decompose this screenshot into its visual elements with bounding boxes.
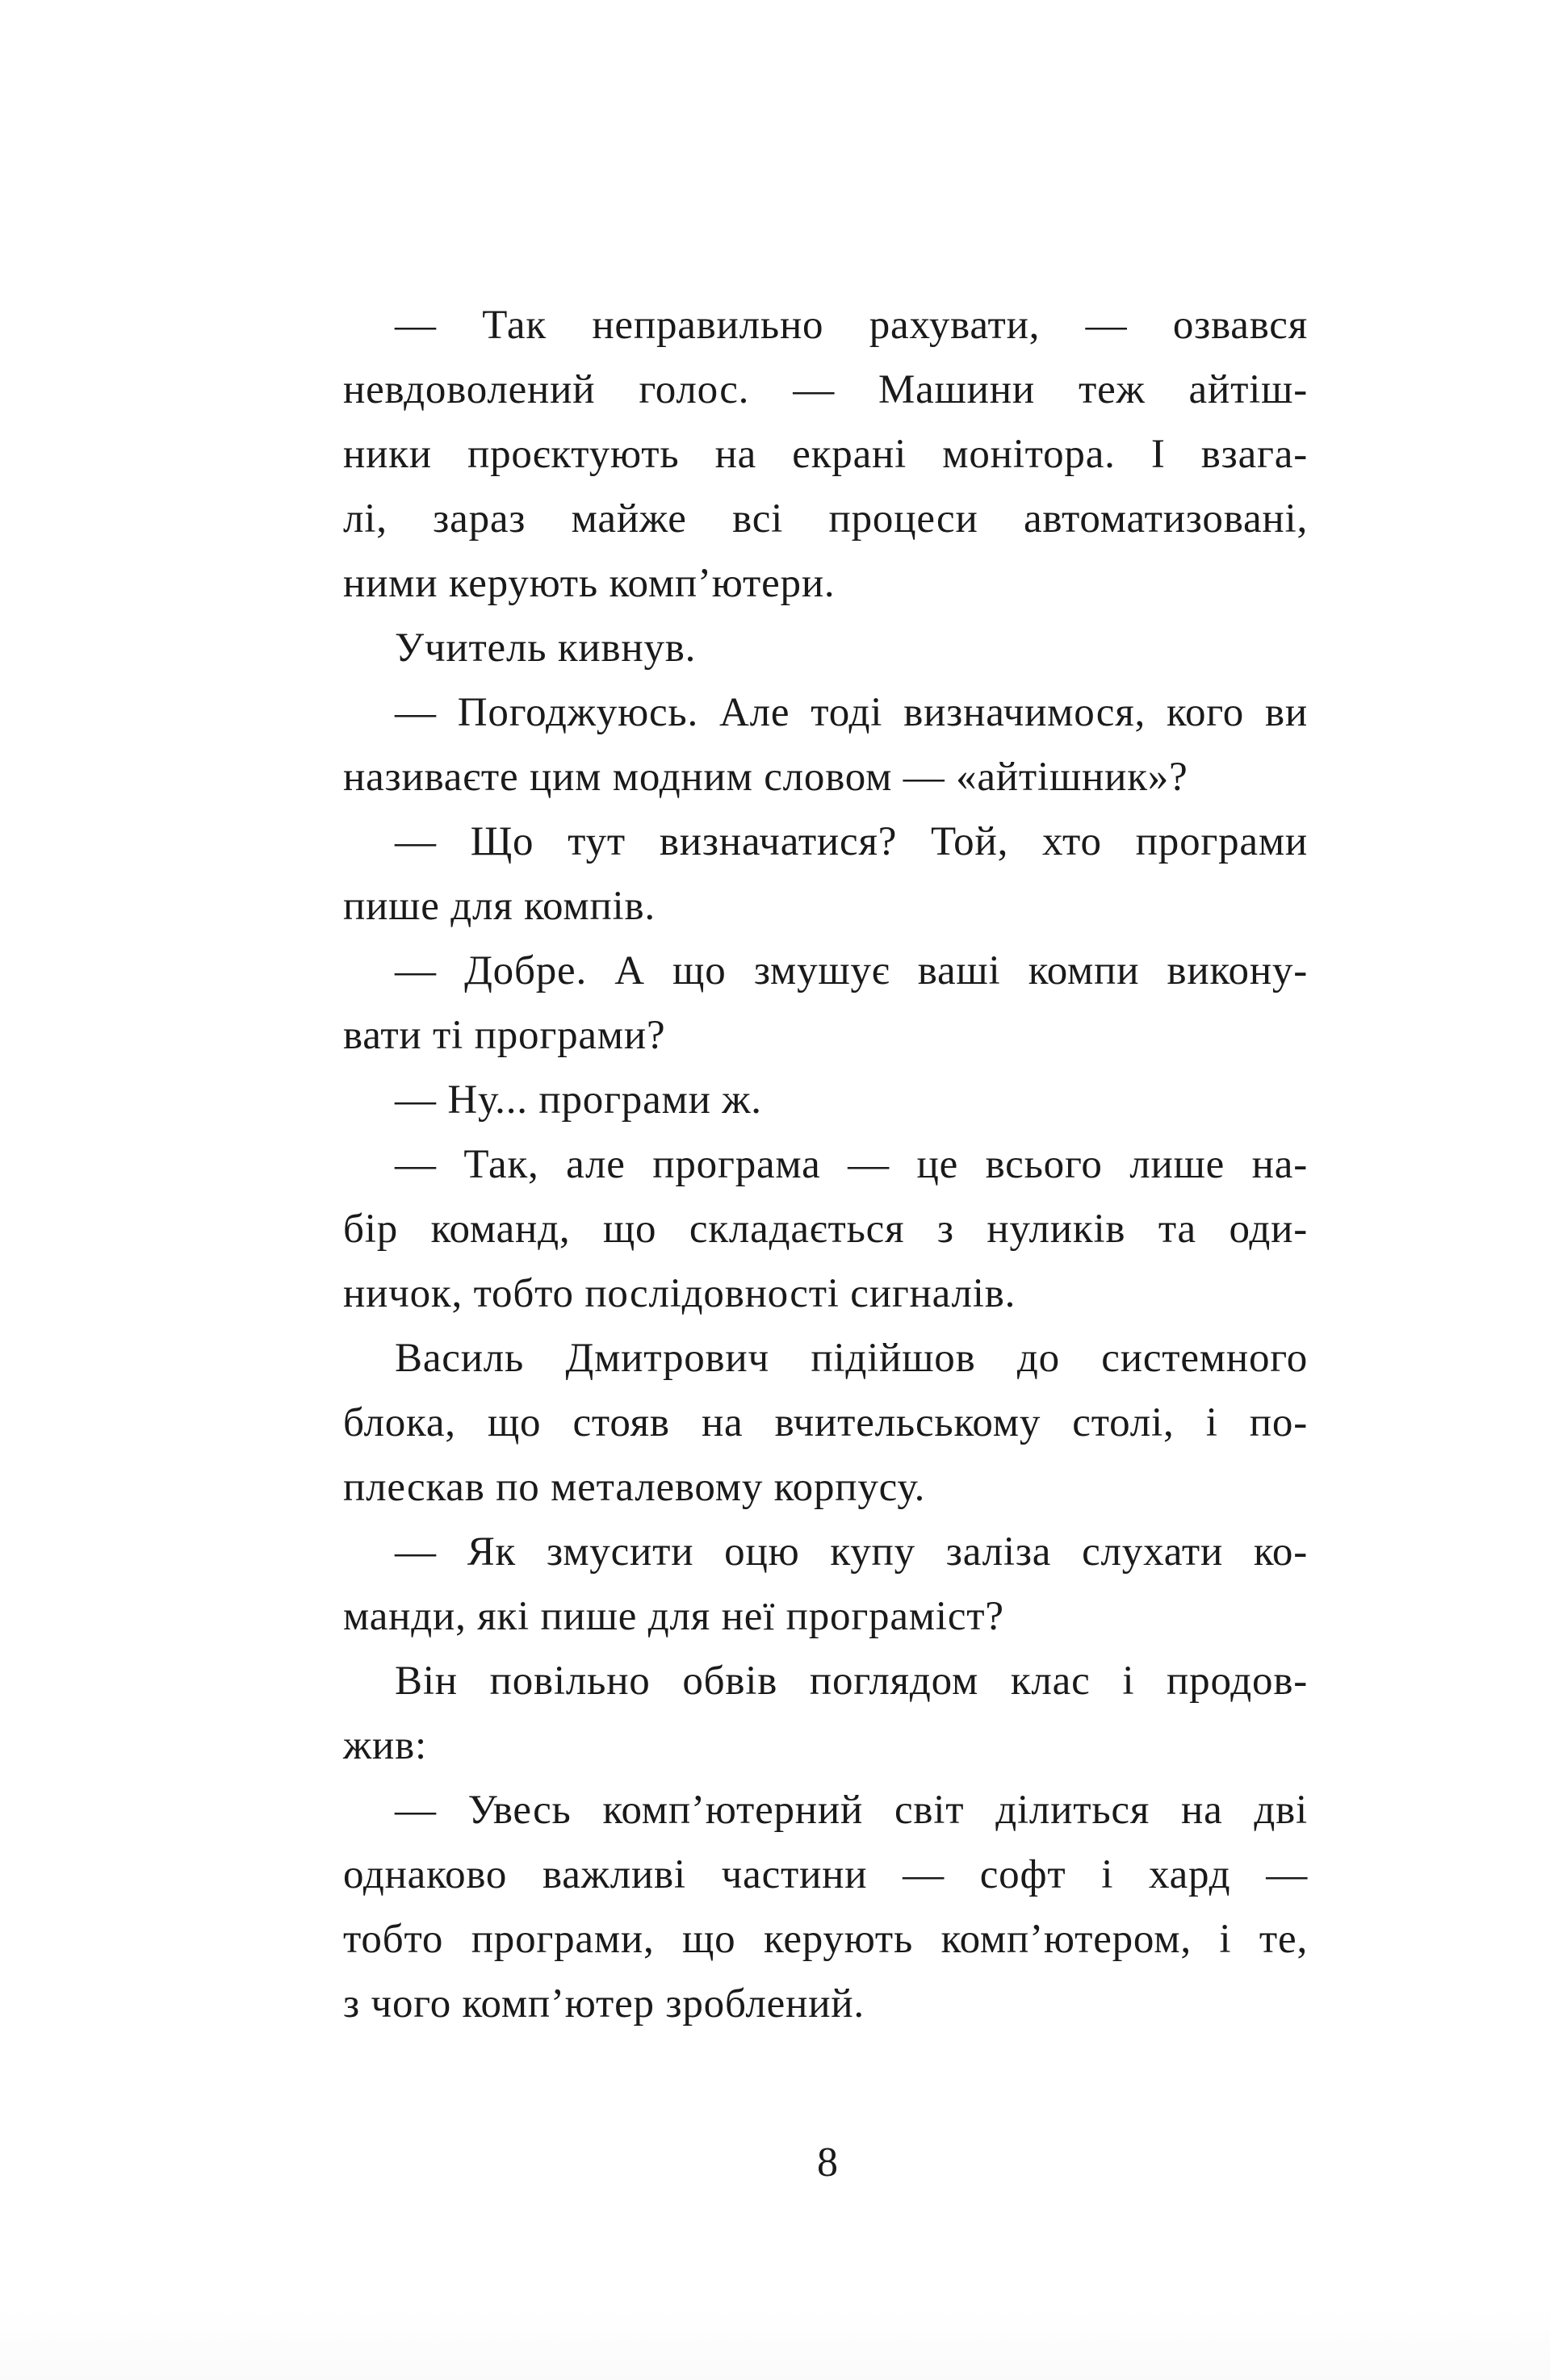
- paragraph: [343, 1068, 1308, 1132]
- text-line: невдоволений голос. — Машини теж айтіш-: [343, 367, 1308, 412]
- text-line: — Так, але програма — це всього лише на-: [395, 1142, 1308, 1187]
- page-number: 8: [817, 2139, 838, 2186]
- text-line: тобто програми, що керують комп’ютером, і те,: [343, 1917, 1308, 1962]
- paragraph: [343, 616, 1308, 680]
- text-line: — Як змусити оцю купу заліза слухати ко-: [395, 1529, 1308, 1575]
- text-line: однаково важливі частини — софт і хард —: [343, 1852, 1308, 1897]
- text-line: Учитель кивнув.: [395, 625, 697, 671]
- paragraph: [343, 1326, 1308, 1520]
- paragraph: [343, 939, 1308, 1068]
- text-line: бір команд, що складається з нуликів та оди-: [343, 1207, 1308, 1252]
- text-line: лі, зараз майже всі процеси автоматизовані,: [343, 496, 1308, 542]
- text-line: вати ті програми?: [343, 1013, 666, 1058]
- text-line: блока, що стояв на вчительському столі, і по-: [343, 1400, 1308, 1445]
- text-line: жив:: [343, 1723, 427, 1768]
- text-line: плескав по металевому корпусу.: [343, 1465, 926, 1510]
- paragraph: [343, 1649, 1308, 1778]
- text-line: ними керують комп’ютери.: [343, 561, 836, 606]
- paragraph: [343, 809, 1308, 939]
- paragraph: [343, 1132, 1308, 1326]
- text-line: Він повільно обвів поглядом клас і продов-: [395, 1658, 1308, 1704]
- text-line: — Так неправильно рахувати, — озвався: [395, 303, 1308, 348]
- text-line: ники проєктують на екрані монітора. І взага-: [343, 432, 1308, 477]
- text-line: називаєте цим модним словом — «айтішник»?: [343, 755, 1188, 800]
- paragraph: [343, 680, 1308, 809]
- text-line: з чого комп’ютер зроблений.: [343, 1981, 865, 2027]
- text-line: — Увесь комп’ютерний світ ділиться на дві: [395, 1788, 1308, 1833]
- text-line: — Погоджуюсь. Але тоді визначимося, кого ви: [395, 690, 1308, 735]
- text-line: пише для компів.: [343, 884, 656, 929]
- text-line: ничок, тобто послідовності сигналів.: [343, 1271, 1016, 1316]
- text-line: манди, які пише для неї програміст?: [343, 1594, 1004, 1639]
- text-line: — Ну... програми ж.: [395, 1077, 762, 1123]
- text-line: — Добре. А що змушує ваші компи викону-: [395, 948, 1308, 993]
- paragraph: [343, 1778, 1308, 2036]
- page-body-text: [343, 293, 1308, 2036]
- text-line: Василь Дмитрович підійшов до системного: [395, 1336, 1308, 1381]
- paragraph: [343, 293, 1308, 616]
- paragraph: [343, 1520, 1308, 1649]
- text-line: — Що тут визначатися? Той, хто програми: [395, 819, 1308, 864]
